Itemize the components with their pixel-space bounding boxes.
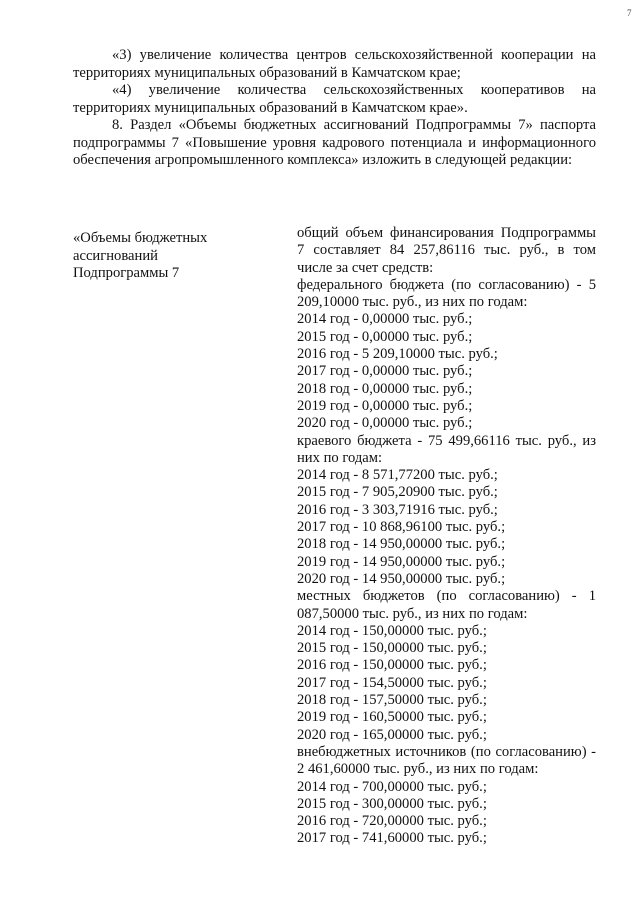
- federal-budget-heading: федерального бюджета (по согласованию) - 5 209,10000 тыс. руб., из них по годам:: [297, 276, 596, 311]
- local-year-2020: 2020 год - 165,00000 тыс. руб.;: [297, 726, 487, 743]
- regional-year-2014: 2014 год - 8 571,77200 тыс. руб.;: [297, 467, 498, 484]
- regional-year-2015: 2015 год - 7 905,20900 тыс. руб.;: [297, 484, 498, 501]
- extra-year-2015: 2015 год - 300,00000 тыс. руб.;: [297, 795, 487, 812]
- federal-year-2016: 2016 год - 5 209,10000 тыс. руб.;: [297, 346, 498, 363]
- budget-label-line-3: Подпрограммы 7: [73, 265, 180, 281]
- federal-year-2015: 2015 год - 0,00000 тыс. руб.;: [297, 328, 473, 345]
- federal-year-2017: 2017 год - 0,00000 тыс. руб.;: [297, 363, 473, 380]
- budget-label-line-2: ассигнований: [73, 247, 158, 264]
- local-year-2019: 2019 год - 160,50000 тыс. руб.;: [297, 709, 487, 726]
- regional-year-2018: 2018 год - 14 950,00000 тыс. руб.;: [297, 536, 506, 553]
- regional-budget-heading: краевого бюджета - 75 499,66116 тыс. руб., из них по годам:: [297, 432, 596, 466]
- budget-details-column: [297, 225, 596, 848]
- item-4-paragraph: «4) увеличение количества сельскохозяйственных кооперативов на территориях муниципальных образований в Камчатском крае».: [73, 82, 596, 116]
- regional-year-2016: 2016 год - 3 303,71916 тыс. руб.;: [297, 501, 498, 518]
- regional-year-2017: 2017 год - 10 868,96100 тыс. руб.;: [297, 519, 506, 536]
- local-year-2015: 2015 год - 150,00000 тыс. руб.;: [297, 640, 487, 657]
- item-3-paragraph: «3) увеличение количества центров сельскохозяйственной кооперации на территориях муниципальных образований в Камчатском крае;: [73, 47, 596, 81]
- total-financing-text: общий объем финансирования Подпрограммы 7 составляет 84 257,86116 тыс. руб., в том числе за счет средств:: [297, 225, 596, 276]
- budget-label-column: [73, 230, 273, 283]
- local-budget-heading: местных бюджетов (по согласованию) - 1 087,50000 тыс. руб., из них по годам:: [297, 588, 596, 622]
- extra-year-2016: 2016 год - 720,00000 тыс. руб.;: [297, 813, 487, 830]
- intro-block: [73, 47, 596, 170]
- regional-year-2019: 2019 год - 14 950,00000 тыс. руб.;: [297, 553, 506, 570]
- extra-year-2014: 2014 год - 700,00000 тыс. руб.;: [297, 778, 487, 795]
- page-number: 7: [627, 8, 632, 18]
- extra-budget-heading: внебюджетных источников (по согласованию) - 2 461,60000 тыс. руб., из них по годам:: [297, 743, 596, 778]
- local-year-2017: 2017 год - 154,50000 тыс. руб.;: [297, 674, 487, 691]
- extra-year-2017: 2017 год - 741,60000 тыс. руб.;: [297, 830, 487, 847]
- regional-year-2020: 2020 год - 14 950,00000 тыс. руб.;: [297, 570, 506, 587]
- federal-year-2018: 2018 год - 0,00000 тыс. руб.;: [297, 380, 473, 397]
- section-8-paragraph: 8. Раздел «Объемы бюджетных ассигнований Подпрограммы 7» паспорта подпрограммы 7 «Повышение уровня кадрового потенциала и информационного обеспечения агропромышленного комплекса» изложить в следующей редакции:: [73, 117, 596, 168]
- local-year-2016: 2016 год - 150,00000 тыс. руб.;: [297, 657, 487, 674]
- budget-label-line-1: «Объемы бюджетных: [73, 230, 208, 246]
- federal-year-2014: 2014 год - 0,00000 тыс. руб.;: [297, 311, 473, 328]
- federal-year-2020: 2020 год - 0,00000 тыс. руб.;: [297, 415, 473, 432]
- local-year-2014: 2014 год - 150,00000 тыс. руб.;: [297, 622, 487, 639]
- federal-year-2019: 2019 год - 0,00000 тыс. руб.;: [297, 397, 473, 414]
- local-year-2018: 2018 год - 157,50000 тыс. руб.;: [297, 692, 487, 709]
